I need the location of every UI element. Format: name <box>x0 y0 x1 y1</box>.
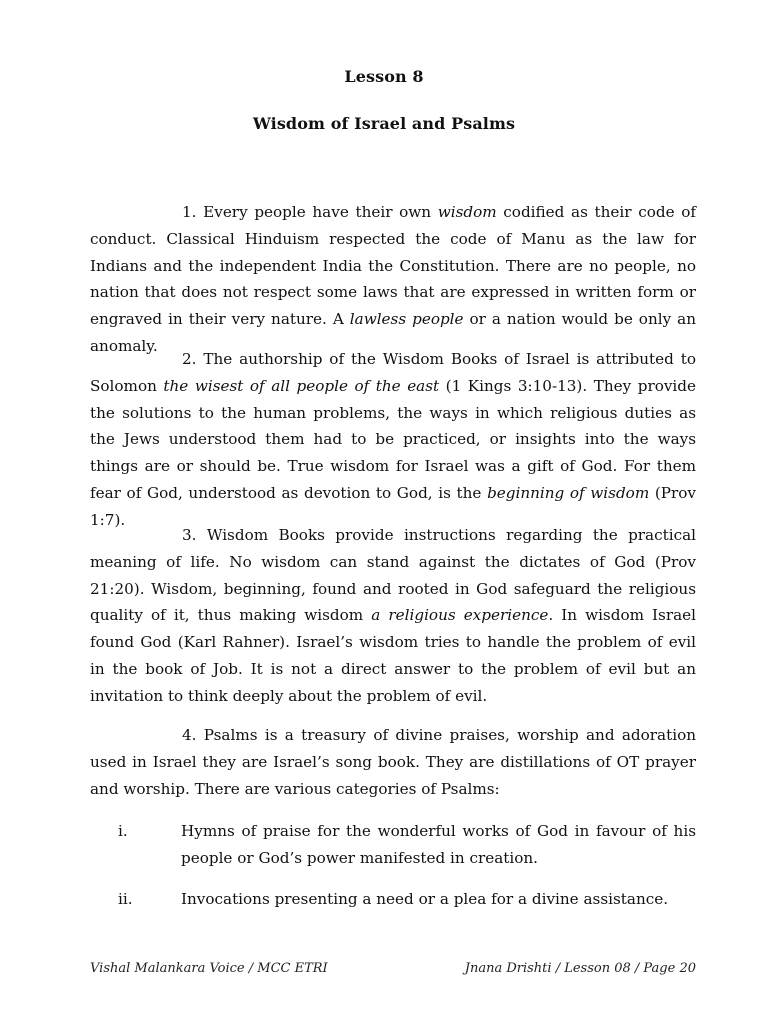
lesson-title: Wisdom of Israel and Psalms <box>252 114 516 133</box>
paragraph-1-text-a: 1. Every people have their own <box>182 203 438 221</box>
paragraph-3-text-b: . In wisdom Israel found God (Karl Rahner). Israel’s wisdom tries to handle the problem of evil in the book of Job. It is not a direct answer to the problem of evil but an invitation to think deeply about the problem of evil. <box>90 606 696 705</box>
paragraph-2-emphasis-beginning: beginning of wisdom <box>487 483 650 502</box>
lesson-heading: Lesson 8 <box>344 67 424 86</box>
paragraph-1-text-c: or a nation would be only an anomaly. <box>90 310 696 355</box>
paragraph-2-text-c: (Prov 1:7). <box>90 483 696 529</box>
list-item-number: ii. <box>118 890 133 908</box>
footer-left: Vishal Malankara Voice / MCC ETRI <box>90 961 328 976</box>
paragraph-2-text-b: (1 Kings 3:10-13). They provide the solutions to the human problems, the ways in which religious duties as the Jews understood them had to be practiced, or insights into the ways things are or should be. True wisdom for Israel was a gift of God. For them fear of God, understood as devotion to God, is the <box>90 376 696 502</box>
paragraph-3-emphasis-experience: a religious experience <box>371 606 549 625</box>
paragraph-2 <box>90 346 696 534</box>
paragraph-1 <box>90 199 696 360</box>
paragraph-1-emphasis-lawless: lawless people <box>349 310 464 329</box>
list-item-text: Hymns of praise for the wonderful works of God in favour of his people or God’s power manifested in creation. <box>181 822 696 867</box>
list-item-text: Invocations presenting a need or a plea for a divine assistance. <box>181 890 669 908</box>
paragraph-4 <box>90 722 696 802</box>
paragraph-2-text-a: 2. The authorship of the Wisdom Books of Israel is attributed to Solomon <box>90 350 696 395</box>
paragraph-4-text: 4. Psalms is a treasury of divine praises, worship and adoration used in Israel they are Israel’s song book. They are distillations of OT prayer and worship. There are various categories of Psalms: <box>90 726 696 798</box>
paragraph-1-emphasis-wisdom: wisdom <box>437 203 497 221</box>
paragraph-3-text-a: 3. Wisdom Books provide instructions regarding the practical meaning of life. No wisdom can stand against the dictates of God (Prov 21:20). Wisdom, beginning, found and rooted in God safeguard the religious quality of it, thus making wisdom <box>90 526 696 625</box>
list-item-number: i. <box>118 822 128 840</box>
paragraph-2-emphasis-wisest: the wisest of all people of the east <box>163 376 440 395</box>
paragraph-3 <box>90 522 696 710</box>
footer-right: Jnana Drishti / Lesson 08 / Page 20 <box>464 961 696 976</box>
paragraph-1-text-b: codified as their code of conduct. Classical Hinduism respected the code of Manu as the law for Indians and the independent India the Constitution. There are no people, no nation that does not respect some laws that are expressed in written form or engraved in their very nature. A <box>90 203 696 329</box>
